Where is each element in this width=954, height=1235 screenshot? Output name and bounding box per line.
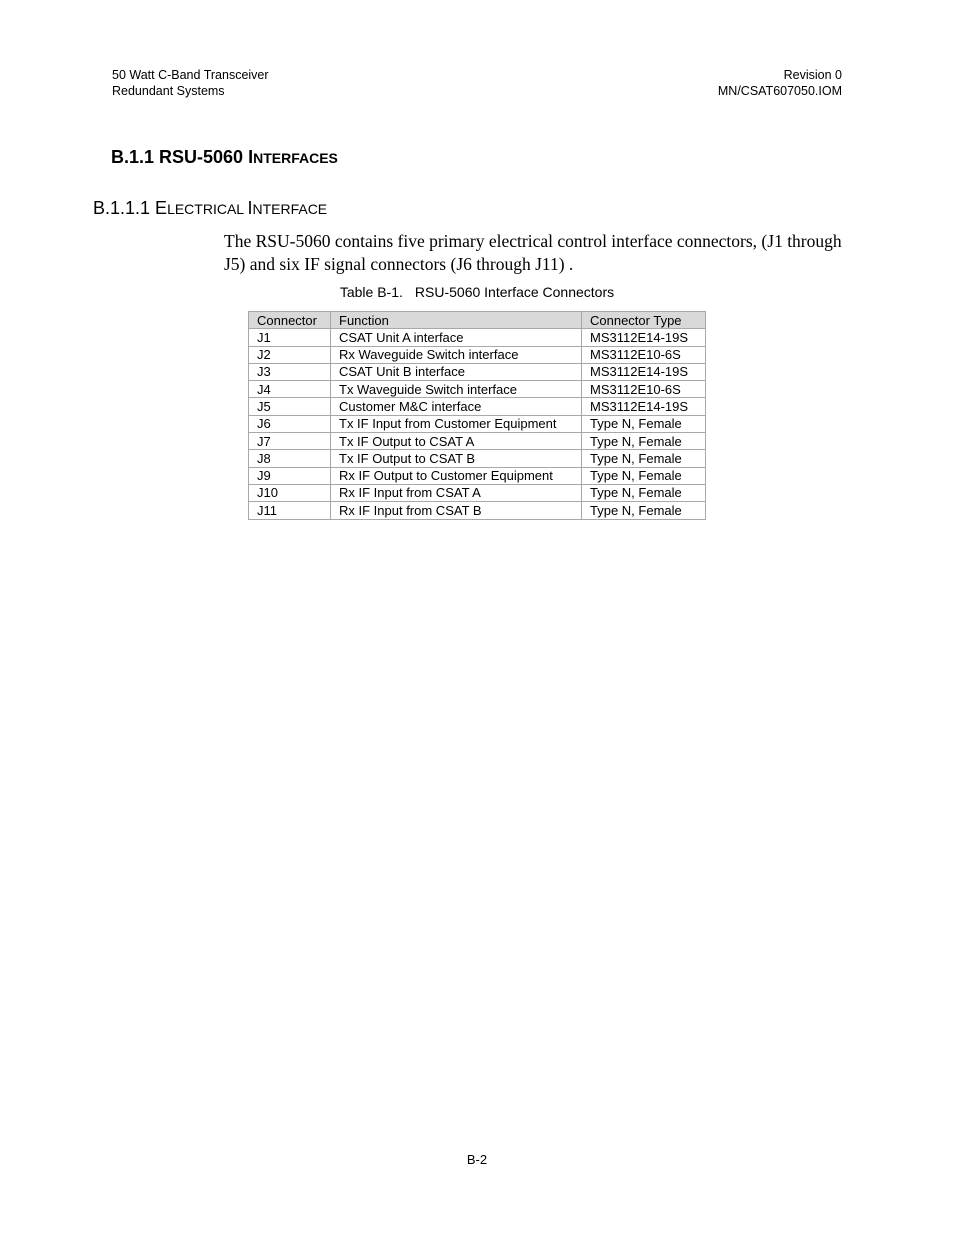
header-right	[718, 67, 842, 99]
section-heading	[111, 147, 338, 168]
table-row	[249, 346, 706, 363]
subsection-word1-initial: E	[155, 198, 168, 218]
table-row	[249, 502, 706, 519]
page-number: B-2	[466, 1152, 488, 1167]
cell-connector: J7	[249, 433, 331, 450]
cell-connector: J9	[249, 467, 331, 484]
subsection-heading	[93, 198, 327, 219]
subsection-word2-rest: NTERFACE	[252, 201, 328, 217]
cell-connector-type: Type N, Female	[582, 502, 706, 519]
cell-connector-type: MS3112E14-19S	[582, 398, 706, 415]
cell-function: Rx IF Output to Customer Equipment	[331, 467, 582, 484]
subsection-word1-rest: LECTRICAL	[167, 201, 248, 217]
cell-connector-type: MS3112E10-6S	[582, 346, 706, 363]
cell-connector: J1	[249, 329, 331, 346]
cell-connector-type: MS3112E10-6S	[582, 381, 706, 398]
table-row	[249, 415, 706, 432]
table-row	[249, 484, 706, 501]
cell-connector: J8	[249, 450, 331, 467]
header-connector-type: Connector Type	[582, 312, 706, 329]
cell-connector: J11	[249, 502, 331, 519]
header-revision: Revision 0	[783, 68, 842, 82]
cell-function: Tx IF Output to CSAT B	[331, 450, 582, 467]
cell-connector-type: Type N, Female	[582, 467, 706, 484]
section-number: B.1.1 RSU-5060	[111, 147, 249, 167]
cell-function: Tx Waveguide Switch interface	[331, 381, 582, 398]
table-row	[249, 433, 706, 450]
section-title-initial: I	[248, 147, 254, 167]
subsection-number: B.1.1.1	[93, 198, 156, 218]
cell-function: CSAT Unit B interface	[331, 363, 582, 380]
table-row	[249, 381, 706, 398]
cell-function: Rx IF Input from CSAT A	[331, 484, 582, 501]
table-row	[249, 467, 706, 484]
section-title-rest: NTERFACES	[253, 150, 338, 166]
subsection-word2-initial: I	[247, 198, 253, 218]
cell-connector-type: MS3112E14-19S	[582, 329, 706, 346]
header-product-title: 50 Watt C-Band Transceiver	[112, 68, 269, 82]
cell-connector-type: MS3112E14-19S	[582, 363, 706, 380]
header-product-subtitle: Redundant Systems	[112, 84, 225, 98]
table-row	[249, 450, 706, 467]
cell-connector-type: Type N, Female	[582, 415, 706, 432]
cell-function: Customer M&C interface	[331, 398, 582, 415]
cell-function: Tx IF Output to CSAT A	[331, 433, 582, 450]
cell-connector: J10	[249, 484, 331, 501]
table-caption-label: Table B-1.	[339, 284, 403, 300]
table-row	[249, 329, 706, 346]
table-caption	[0, 284, 954, 300]
cell-connector-type: Type N, Female	[582, 433, 706, 450]
cell-connector: J5	[249, 398, 331, 415]
cell-connector-type: Type N, Female	[582, 450, 706, 467]
header-document-number: MN/CSAT607050.IOM	[717, 84, 842, 98]
cell-function: Rx IF Input from CSAT B	[331, 502, 582, 519]
table-row	[249, 363, 706, 380]
header-left	[112, 67, 269, 99]
body-paragraph: The RSU-5060 contains five primary electrical control interface connectors, (J1 through J5) and six IF signal connectors (J6 through J11) .	[224, 231, 842, 274]
interface-connectors-table	[248, 311, 706, 520]
table-header-row	[249, 312, 706, 329]
cell-function: CSAT Unit A interface	[331, 329, 582, 346]
cell-connector-type: Type N, Female	[582, 484, 706, 501]
cell-connector: J2	[249, 346, 331, 363]
cell-connector: J6	[249, 415, 331, 432]
cell-function: Rx Waveguide Switch interface	[331, 346, 582, 363]
cell-connector: J3	[249, 363, 331, 380]
table-caption-title: RSU-5060 Interface Connectors	[414, 284, 615, 300]
header-function: Function	[331, 312, 582, 329]
cell-connector: J4	[249, 381, 331, 398]
table-row	[249, 398, 706, 415]
header-connector: Connector	[249, 312, 331, 329]
cell-function: Tx IF Input from Customer Equipment	[331, 415, 582, 432]
